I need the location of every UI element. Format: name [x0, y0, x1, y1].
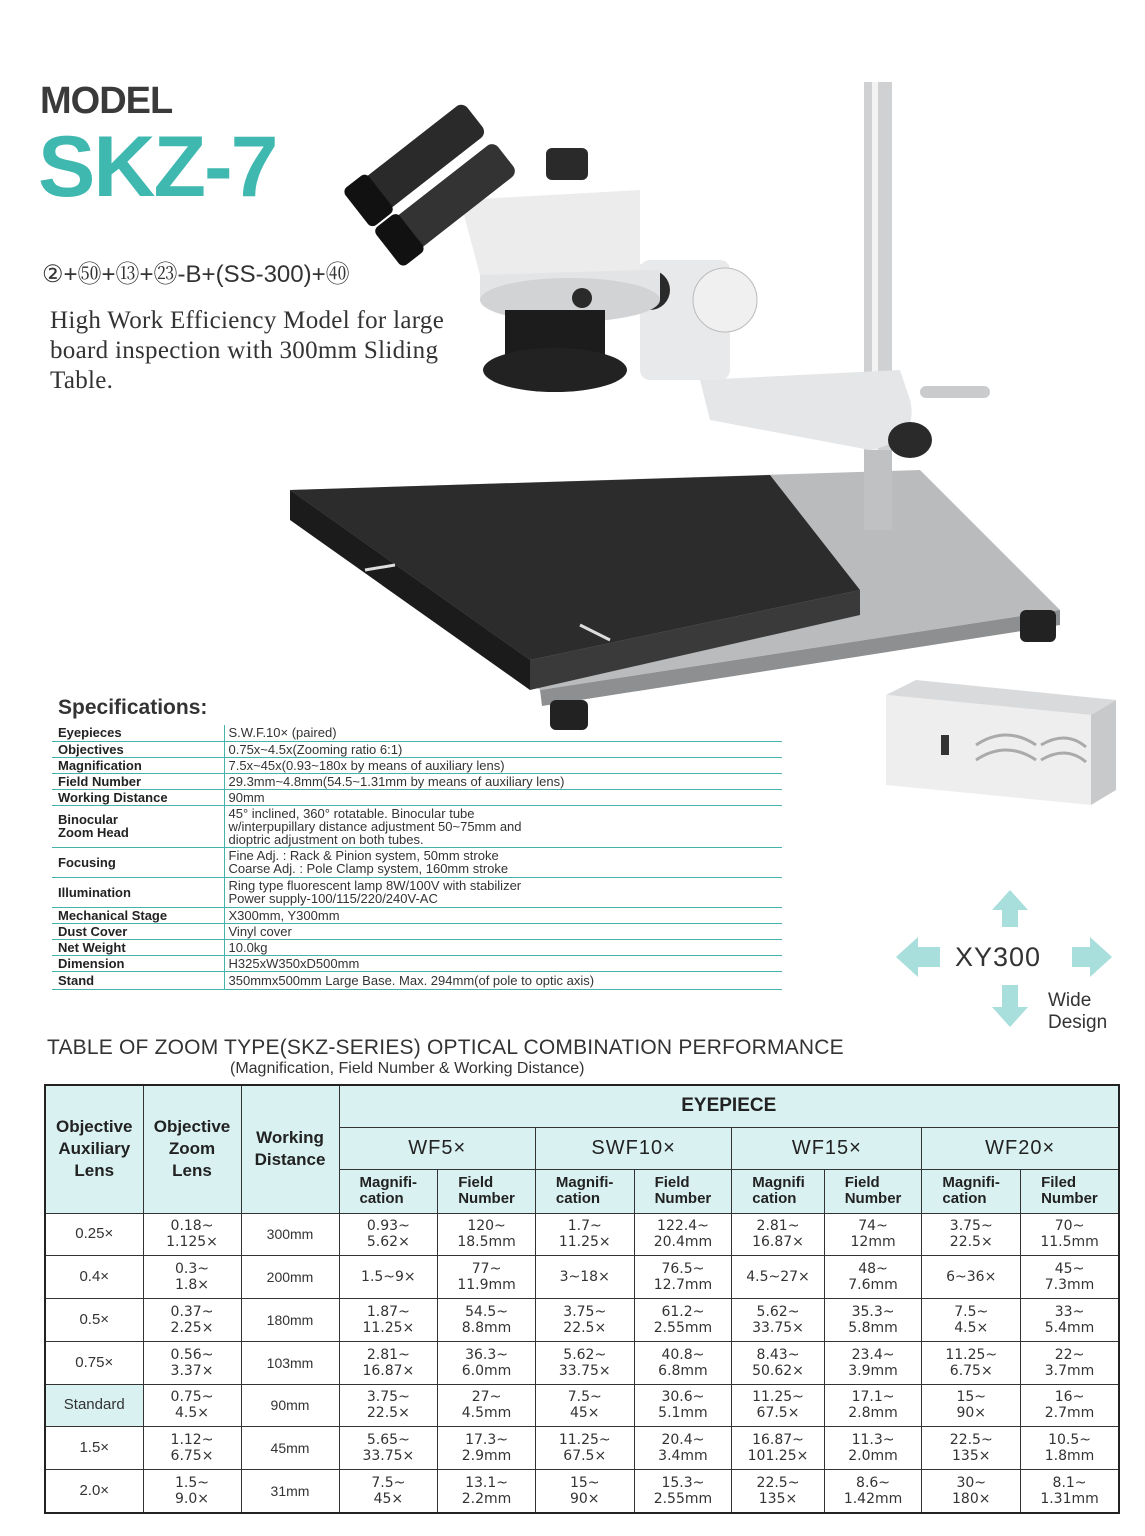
field-number-cell: 120~ 18.5mm	[438, 1213, 536, 1256]
spec-row	[52, 955, 782, 971]
spec-key: Net Weight	[52, 939, 224, 955]
working-distance-cell: 180mm	[241, 1299, 339, 1342]
header-field-number: Filed Number	[1021, 1169, 1119, 1213]
spec-key: Focusing	[52, 847, 224, 877]
field-number-cell: 22~ 3.7mm	[1021, 1341, 1119, 1384]
header-eyepiece: EYEPIECE	[339, 1085, 1119, 1127]
magnification-cell: 1.7~ 11.25×	[535, 1213, 634, 1256]
working-distance-cell: 200mm	[241, 1256, 339, 1299]
zoom-lens-cell: 0.56~ 3.37×	[143, 1341, 241, 1384]
magnification-cell: 2.81~ 16.87×	[732, 1213, 824, 1256]
spec-row	[52, 877, 782, 907]
combination-code: ②+㊿+⑬+㉓-B+(SS-300)+㊵	[42, 261, 350, 288]
zoom-table-title: TABLE OF ZOOM TYPE(SKZ-SERIES) OPTICAL COMBINATION PERFORMANCE	[47, 1036, 844, 1059]
zoom-lens-cell: 0.3~ 1.8×	[143, 1256, 241, 1299]
zoom-lens-cell: 0.37~ 2.25×	[143, 1299, 241, 1342]
working-distance-cell: 90mm	[241, 1384, 339, 1427]
magnification-cell: 11.25~ 6.75×	[922, 1341, 1021, 1384]
spec-key: Dust Cover	[52, 923, 224, 939]
magnification-cell: 15~ 90×	[922, 1384, 1021, 1427]
table-row	[45, 1213, 1119, 1256]
header-magnification: Magnifi cation	[732, 1169, 824, 1213]
spec-value: 10.0kg	[224, 939, 782, 955]
magnification-cell: 0.93~ 5.62×	[339, 1213, 438, 1256]
spec-key: Stand	[52, 971, 224, 989]
header-field-number: Field Number	[438, 1169, 536, 1213]
model-name: SKZ-7	[38, 119, 277, 215]
magnification-cell: 4.5~27×	[732, 1256, 824, 1299]
spec-row	[52, 923, 782, 939]
spec-key: Mechanical Stage	[52, 907, 224, 923]
spec-value: 29.3mm~4.8mm(54.5~1.31mm by means of auxiliary lens)	[224, 773, 782, 789]
spec-value: Ring type fluorescent lamp 8W/100V with stabilizer Power supply-100/115/220/240V-AC	[224, 877, 782, 907]
field-number-cell: 17.1~ 2.8mm	[824, 1384, 922, 1427]
arrow-down-icon	[992, 985, 1028, 1027]
header-eyepiece-wf20: WF20×	[922, 1127, 1119, 1169]
magnification-cell: 3.75~ 22.5×	[339, 1384, 438, 1427]
field-number-cell: 45~ 7.3mm	[1021, 1256, 1119, 1299]
spec-value: H325xW350xD500mm	[224, 955, 782, 971]
spec-key: Illumination	[52, 877, 224, 907]
spec-value: 350mmx500mm Large Base. Max. 294mm(of pole to optic axis)	[224, 971, 782, 989]
arrow-up-icon	[992, 890, 1028, 927]
working-distance-cell: 45mm	[241, 1427, 339, 1470]
magnification-cell: 5.65~ 33.75×	[339, 1427, 438, 1470]
table-row	[45, 1299, 1119, 1342]
field-number-cell: 17.3~ 2.9mm	[438, 1427, 536, 1470]
arrow-right-icon	[1072, 937, 1112, 977]
spec-value: Vinyl cover	[224, 923, 782, 939]
field-number-cell: 13.1~ 2.2mm	[438, 1470, 536, 1514]
spec-key: Working Distance	[52, 789, 224, 805]
spec-key: Dimension	[52, 955, 224, 971]
model-label: MODEL	[40, 80, 173, 122]
spec-value: 90mm	[224, 789, 782, 805]
table-row	[45, 1384, 1119, 1427]
auxiliary-lens-cell: 2.0×	[45, 1470, 143, 1514]
spec-value: X300mm, Y300mm	[224, 907, 782, 923]
xy300-label: XY300	[955, 942, 1042, 972]
field-number-cell: 70~ 11.5mm	[1021, 1213, 1119, 1256]
field-number-cell: 76.5~ 12.7mm	[634, 1256, 732, 1299]
field-number-cell: 74~ 12mm	[824, 1213, 922, 1256]
zoom-table-subtitle: (Magnification, Field Number & Working Distance)	[230, 1060, 585, 1077]
header-working-distance: Working Distance	[241, 1085, 339, 1213]
zoom-lens-cell: 0.18~ 1.125×	[143, 1213, 241, 1256]
field-number-cell: 33~ 5.4mm	[1021, 1299, 1119, 1342]
header-magnification: Magnifi- cation	[339, 1169, 438, 1213]
spec-value: 7.5x~45x(0.93~180x by means of auxiliary lens)	[224, 757, 782, 773]
field-number-cell: 36.3~ 6.0mm	[438, 1341, 536, 1384]
magnification-cell: 3~18×	[535, 1256, 634, 1299]
magnification-cell: 7.5~ 45×	[535, 1384, 634, 1427]
field-number-cell: 15.3~ 2.55mm	[634, 1470, 732, 1514]
spec-key: Objectives	[52, 741, 224, 757]
auxiliary-lens-cell: 0.75×	[45, 1341, 143, 1384]
magnification-cell: 5.62~ 33.75×	[732, 1299, 824, 1342]
field-number-cell: 61.2~ 2.55mm	[634, 1299, 732, 1342]
header-eyepiece-wf15: WF15×	[732, 1127, 922, 1169]
header-magnification: Magnifi- cation	[535, 1169, 634, 1213]
field-number-cell: 30.6~ 5.1mm	[634, 1384, 732, 1427]
field-number-cell: 8.6~ 1.42mm	[824, 1470, 922, 1514]
magnification-cell: 5.62~ 33.75×	[535, 1341, 634, 1384]
field-number-cell: 8.1~ 1.31mm	[1021, 1470, 1119, 1514]
field-number-cell: 11.3~ 2.0mm	[824, 1427, 922, 1470]
tagline: High Work Efficiency Model for large board inspection with 300mm Sliding Table.	[50, 307, 445, 394]
header-magnification: Magnifi- cation	[922, 1169, 1021, 1213]
magnification-cell: 6~36×	[922, 1256, 1021, 1299]
spec-value: 0.75x~4.5x(Zooming ratio 6:1)	[224, 741, 782, 757]
spec-row	[52, 939, 782, 955]
table-row	[45, 1341, 1119, 1384]
magnification-cell: 7.5~ 45×	[339, 1470, 438, 1514]
magnification-cell: 22.5~ 135×	[922, 1427, 1021, 1470]
table-row	[45, 1470, 1119, 1514]
magnification-cell: 1.5~9×	[339, 1256, 438, 1299]
field-number-cell: 16~ 2.7mm	[1021, 1384, 1119, 1427]
specifications-table	[52, 725, 782, 990]
field-number-cell: 20.4~ 3.4mm	[634, 1427, 732, 1470]
field-number-cell: 10.5~ 1.8mm	[1021, 1427, 1119, 1470]
field-number-cell: 27~ 4.5mm	[438, 1384, 536, 1427]
arrow-left-icon	[896, 937, 940, 977]
zoom-lens-cell: 0.75~ 4.5×	[143, 1384, 241, 1427]
spec-key: Eyepieces	[52, 725, 224, 741]
spec-row	[52, 971, 782, 989]
magnification-cell: 15~ 90×	[535, 1470, 634, 1514]
spec-value: 45° inclined, 360° rotatable. Binocular tube w/interpupillary distance adjustment 50~75mm and dioptric adjustment on both tubes.	[224, 805, 782, 847]
power-supply-box-photo	[876, 675, 1126, 810]
header-field-number: Field Number	[634, 1169, 732, 1213]
spec-row	[52, 847, 782, 877]
magnification-cell: 30~ 180×	[922, 1470, 1021, 1514]
field-number-cell: 40.8~ 6.8mm	[634, 1341, 732, 1384]
magnification-cell: 8.43~ 50.62×	[732, 1341, 824, 1384]
magnification-cell: 3.75~ 22.5×	[922, 1213, 1021, 1256]
field-number-cell: 48~ 7.6mm	[824, 1256, 922, 1299]
magnification-cell: 22.5~ 135×	[732, 1470, 824, 1514]
spec-row	[52, 789, 782, 805]
table-row	[45, 1256, 1119, 1299]
zoom-performance-table	[44, 1084, 1120, 1514]
auxiliary-lens-cell: 0.25×	[45, 1213, 143, 1256]
spec-row	[52, 757, 782, 773]
header-auxiliary-lens: Objective Auxiliary Lens	[45, 1085, 143, 1213]
working-distance-cell: 103mm	[241, 1341, 339, 1384]
spec-key: Field Number	[52, 773, 224, 789]
magnification-cell: 1.87~ 11.25×	[339, 1299, 438, 1342]
magnification-cell: 11.25~ 67.5×	[732, 1384, 824, 1427]
spec-row	[52, 907, 782, 923]
spec-row	[52, 725, 782, 741]
wide-design-caption: Wide Design	[1048, 990, 1108, 1033]
auxiliary-lens-cell: 0.5×	[45, 1299, 143, 1342]
microscope-photo	[280, 70, 1130, 730]
zoom-lens-cell: 1.12~ 6.75×	[143, 1427, 241, 1470]
field-number-cell: 35.3~ 5.8mm	[824, 1299, 922, 1342]
field-number-cell: 54.5~ 8.8mm	[438, 1299, 536, 1342]
field-number-cell: 77~ 11.9mm	[438, 1256, 536, 1299]
auxiliary-lens-cell: Standard	[45, 1384, 143, 1427]
auxiliary-lens-cell: 0.4×	[45, 1256, 143, 1299]
magnification-cell: 11.25~ 67.5×	[535, 1427, 634, 1470]
header-zoom-lens: Objective Zoom Lens	[143, 1085, 241, 1213]
header-field-number: Field Number	[824, 1169, 922, 1213]
spec-row	[52, 805, 782, 847]
zoom-lens-cell: 1.5~ 9.0×	[143, 1470, 241, 1514]
working-distance-cell: 31mm	[241, 1470, 339, 1514]
field-number-cell: 23.4~ 3.9mm	[824, 1341, 922, 1384]
spec-row	[52, 773, 782, 789]
auxiliary-lens-cell: 1.5×	[45, 1427, 143, 1470]
spec-row	[52, 741, 782, 757]
working-distance-cell: 300mm	[241, 1213, 339, 1256]
header-eyepiece-swf10: SWF10×	[535, 1127, 731, 1169]
magnification-cell: 3.75~ 22.5×	[535, 1299, 634, 1342]
table-row	[45, 1427, 1119, 1470]
spec-value: S.W.F.10× (paired)	[224, 725, 782, 741]
field-number-cell: 122.4~ 20.4mm	[634, 1213, 732, 1256]
spec-value: Fine Adj. : Rack & Pinion system, 50mm stroke Coarse Adj. : Pole Clamp system, 160mm stroke	[224, 847, 782, 877]
magnification-cell: 16.87~ 101.25×	[732, 1427, 824, 1470]
specifications-title: Specifications:	[58, 696, 208, 719]
magnification-cell: 7.5~ 4.5×	[922, 1299, 1021, 1342]
spec-key: Binocular Zoom Head	[52, 805, 224, 847]
spec-key: Magnification	[52, 757, 224, 773]
header-eyepiece-wf5: WF5×	[339, 1127, 535, 1169]
magnification-cell: 2.81~ 16.87×	[339, 1341, 438, 1384]
